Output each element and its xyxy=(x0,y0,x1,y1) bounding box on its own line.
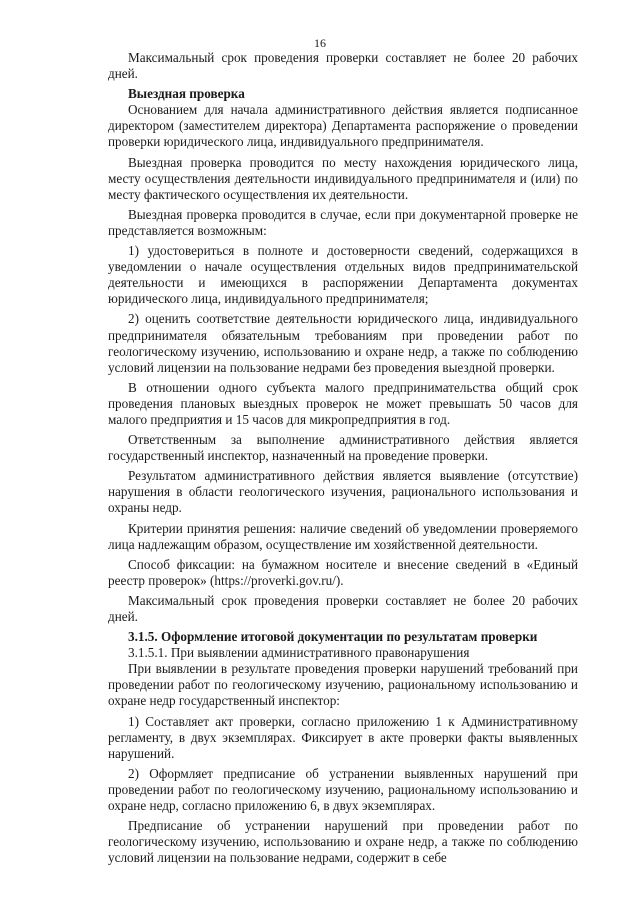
paragraph: Результатом административного действия является выявление (отсутствие) нарушения в области геологического изучения, рационального использования и охраны недр. xyxy=(108,468,578,516)
section-heading: Выездная проверка xyxy=(128,86,245,102)
paragraph: Максимальный срок проведения проверки составляет не более 20 рабочих дней. xyxy=(108,592,578,624)
paragraph: Критерии принятия решения: наличие сведений об уведомлении проверяемого лица надлежащим образом, осуществление им хозяйственной деятельности. xyxy=(108,520,578,552)
paragraph: 3.1.5.1. При выявлении административного правонарушения xyxy=(128,645,470,661)
paragraph: Способ фиксации: на бумажном носителе и внесение сведений в «Единый реестр проверок» (https://proverki.gov.ru/). xyxy=(108,556,578,588)
list-item: 1) Составляет акт проверки, согласно приложению 1 к Административному регламенту, в двух экземплярах. Фиксирует в акте проверки факты выявленных нарушений. xyxy=(108,713,578,761)
paragraph: Ответственным за выполнение административного действия является государственный инспектор, назначенный на проведение проверки. xyxy=(108,432,578,464)
paragraph: При выявлении в результате проведения проверки нарушений требований при проведении работ по геологическому изучению, рациональному использованию и охране недр государственный инспектор: xyxy=(108,661,578,709)
list-item: 2) оценить соответствие деятельности юридического лица, индивидуального предпринимателя обязательным требованиям при проведении работ по геологическому изучению, использованию и охране недр, а также по соблюдению условий лицензии на пользование недрами без проведения выездной проверки. xyxy=(108,311,578,375)
section-heading: 3.1.5. Оформление итоговой документации по результатам проверки xyxy=(128,629,538,645)
paragraph: Основанием для начала административного действия является подписанное директором (заместителем директора) Департамента распоряжение о проведении проверки юридического лица, индивидуального предпринимателя. xyxy=(108,102,578,150)
paragraph: Максимальный срок проведения проверки составляет не более 20 рабочих дней. xyxy=(108,50,578,82)
paragraph: Выездная проверка проводится в случае, если при документарной проверке не представляется возможным: xyxy=(108,206,578,238)
list-item: 1) удостовериться в полноте и достоверности сведений, содержащихся в уведомлении о начале осуществления отдельных видов предпринимательской деятельности и имеющихся в распоряжении Департамента документах юридического лица, индивидуального предпринимателя; xyxy=(108,243,578,307)
paragraph: Предписание об устранении нарушений при проведении работ по геологическому изучению, использованию и охране недр, а также по соблюдению условий лицензии на пользование недрами, содержит в себе xyxy=(108,818,578,866)
paragraph: Выездная проверка проводится по месту нахождения юридического лица, месту осуществления деятельности индивидуального предпринимателя и (или) по месту фактического осуществления их деятельности. xyxy=(108,154,578,202)
paragraph: В отношении одного субъекта малого предпринимательства общий срок проведения плановых выездных проверок не может превышать 50 часов для малого предприятия и 15 часов для микропредприятия в год. xyxy=(108,379,578,427)
page-number: 16 xyxy=(314,36,326,50)
document-body xyxy=(108,50,578,870)
list-item: 2) Оформляет предписание об устранении выявленных нарушений при проведении работ по геологическому изучению, рациональному использованию и охране недр, согласно приложению 6, в двух экземплярах. xyxy=(108,765,578,814)
